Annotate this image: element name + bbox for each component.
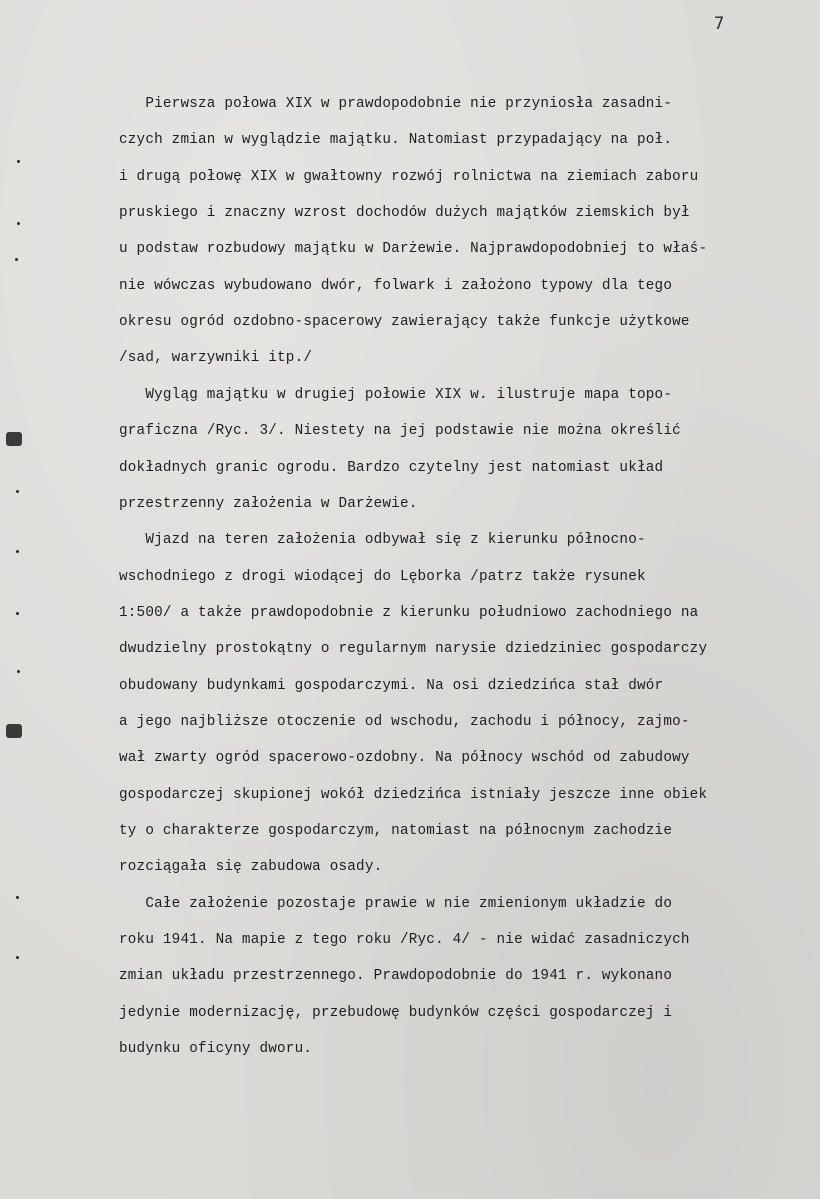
text-line: Wjazd na teren założenia odbywał się z kierunku północno- xyxy=(119,532,646,549)
text-line: zmian układu przestrzennego. Prawdopodobnie do 1941 r. wykonano xyxy=(119,968,673,985)
text-line: wschodniego z drogi wiodącej do Lęborka /patrz także rysunek xyxy=(119,568,646,585)
text-line: ty o charakterze gospodarczym, natomiast na północnym zachodzie xyxy=(119,823,673,839)
text-line: rozciągała się zabudowa osady. xyxy=(119,859,383,876)
margin-speck xyxy=(16,490,19,493)
text-line: i drugą połowę XIX w gwałtowny rozwój rolnictwa na ziemiach zaboru xyxy=(119,168,699,185)
text-line: a jego najbliższe otoczenie od wschodu, zachodu i północy, zajmo- xyxy=(119,713,690,730)
text-line: jedynie modernizację, przebudowę budynków części gospodarczej i xyxy=(119,1004,673,1021)
margin-speck xyxy=(17,160,20,163)
text-line: budynku oficyny dworu. xyxy=(119,1041,313,1058)
text-line: Pierwsza połowa XIX w prawdopodobnie nie przyniosła zasadni- xyxy=(119,96,673,112)
text-line: u podstaw rozbudowy majątku w Darżewie. Najprawdopodobniej to właś- xyxy=(119,241,708,258)
text-line: 1:500/ a także prawdopodobnie z kierunku południowo zachodniego na xyxy=(119,604,699,621)
text-line: obudowany budynkami gospodarczymi. Na osi dziedzińca stał dwór xyxy=(119,677,664,694)
text-line: dwudzielny prostokątny o regularnym narysie dziedziniec gospodarczy xyxy=(119,641,708,658)
page-number: 7 xyxy=(714,14,725,34)
text-line: przestrzenny założenia w Darżewie. xyxy=(119,495,418,512)
margin-speck xyxy=(16,956,19,959)
text-line: Wygląg majątku w drugiej połowie XIX w. ilustruje mapa topo- xyxy=(119,386,673,403)
text-line: nie wówczas wybudowano dwór, folwark i założono typowy dla tego xyxy=(119,277,673,294)
text-line: /sad, warzywniki itp./ xyxy=(119,350,313,367)
text-line: czych zmian w wyglądzie majątku. Natomiast przypadający na poł. xyxy=(119,132,673,149)
text-line: wał zwarty ogród spacerowo-ozdobny. Na północy wschód od zabudowy xyxy=(119,750,690,767)
text-line: Całe założenie pozostaje prawie w nie zmienionym układzie do xyxy=(119,895,673,912)
margin-speck xyxy=(16,896,19,899)
margin-speck xyxy=(17,222,20,225)
margin-speck xyxy=(15,258,18,261)
punch-hole xyxy=(6,432,22,446)
text-line: pruskiego i znaczny wzrost dochodów dużych majątków ziemskich był xyxy=(119,205,690,222)
margin-speck xyxy=(16,612,19,615)
margin-speck xyxy=(16,550,19,553)
text-line: gospodarczej skupionej wokół dziedzińca istniały jeszcze inne obiek xyxy=(119,786,708,803)
text-line: dokładnych granic ogrodu. Bardzo czytelny jest natomiast układ xyxy=(119,459,664,476)
text-line: roku 1941. Na mapie z tego roku /Ryc. 4/ - nie widać zasadniczych xyxy=(119,932,690,949)
punch-hole xyxy=(6,724,22,738)
text-line: graficzna /Ryc. 3/. Niestety na jej podstawie nie można określić xyxy=(119,423,681,440)
margin-speck xyxy=(17,670,20,673)
text-line: okresu ogród ozdobno-spacerowy zawierający także funkcje użytkowe xyxy=(119,314,690,331)
